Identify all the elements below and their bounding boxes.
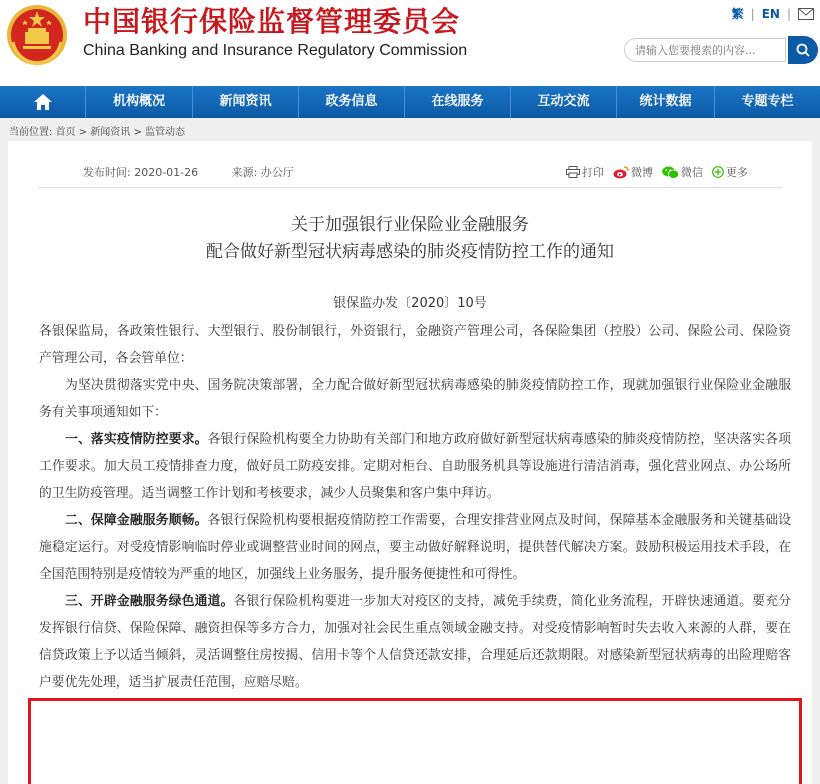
print-button[interactable] bbox=[566, 164, 604, 180]
section-3-heading: 三、开辟金融服务绿色通道。 bbox=[65, 594, 234, 609]
search-button[interactable] bbox=[788, 36, 818, 64]
breadcrumb-news[interactable]: 新闻资讯 bbox=[90, 127, 131, 138]
lang-traditional-link[interactable]: 繁 bbox=[731, 7, 744, 21]
plus-icon bbox=[712, 166, 724, 178]
nav-home[interactable] bbox=[0, 86, 86, 118]
article-title-line1: 关于加强银行业保险业金融服务 bbox=[291, 215, 529, 235]
share-bar bbox=[557, 164, 748, 180]
divider bbox=[38, 187, 782, 188]
more-share-button[interactable] bbox=[712, 164, 748, 180]
section-3-text: 各银行保险机构要进一步加大对疫区的支持，减免手续费，简化业务流程，开辟快速通道。要充分发挥银行信贷、保险保障、融资担保等多方合力，加强对社会民生重点领域金融支持。对受疫情影响暂时失去收入来源的人群，要在信贷政策上予以适当倾斜，灵活调整住房按揭、信用卡等个人信贷还款安排，合理延后还款期限。对感染新型冠状病毒的出险理赔客户要优先处理，适当扩展责任范围，应赔尽赔。 bbox=[39, 594, 792, 690]
mail-icon[interactable] bbox=[798, 8, 814, 20]
document-number: 银保监办发〔2020〕10号 bbox=[333, 296, 487, 311]
search-icon bbox=[796, 43, 810, 57]
section-2-paragraph bbox=[39, 507, 791, 588]
intro-paragraph: 为坚决贯彻落实党中央、国务院决策部署，全力配合做好新型冠状病毒感染的肺炎疫情防控工作，现就加强银行业保险业金融服务有关事项通知如下： bbox=[39, 378, 791, 420]
weibo-share-button[interactable] bbox=[613, 164, 653, 180]
section-1-paragraph bbox=[39, 426, 791, 507]
nav-item-online-service[interactable]: 在线服务 bbox=[405, 86, 511, 118]
print-label: 打印 bbox=[582, 166, 604, 179]
wechat-icon bbox=[662, 166, 679, 179]
wechat-share-button[interactable] bbox=[662, 164, 703, 180]
nav-item-special-topics[interactable]: 专题专栏 bbox=[741, 94, 794, 109]
site-title-cn: 中国银行保险监督管理委员会 bbox=[83, 5, 461, 38]
main-nav bbox=[0, 86, 820, 118]
breadcrumb-regulatory[interactable]: 监管动态 bbox=[145, 127, 186, 138]
section-1-text: 各银行保险机构要全力协助有关部门和地方政府做好新型冠状病毒感染的肺炎疫情防控，坚决落实各项工作要求。加大员工疫情排查力度，做好员工防疫安排。定期对柜台、自助服务机具等设施进行清洁消毒，强化营业网点、办公场所的卫生防疫管理。适当调整工作计划和考核要求，减少人员聚集和客户集中拜访。 bbox=[39, 432, 792, 501]
divider: | bbox=[750, 6, 755, 21]
nav-item-statistics[interactable]: 统计数据 bbox=[617, 86, 715, 118]
divider: | bbox=[786, 6, 791, 21]
search-input[interactable] bbox=[624, 38, 786, 62]
site-title-en: China Banking and Insurance Regulatory Commission bbox=[83, 42, 468, 59]
section-1-heading: 一、落实疫情防控要求。 bbox=[65, 432, 208, 447]
section-3-paragraph bbox=[39, 588, 791, 696]
wechat-label: 微信 bbox=[681, 166, 703, 179]
national-emblem-icon[interactable] bbox=[5, 2, 69, 68]
weibo-label: 微博 bbox=[631, 166, 653, 179]
more-label: 更多 bbox=[726, 166, 748, 179]
weibo-icon bbox=[613, 166, 629, 179]
lang-en-link[interactable]: EN bbox=[761, 6, 780, 21]
highlight-annotation-box bbox=[28, 698, 802, 784]
site-header bbox=[0, 0, 820, 86]
top-links bbox=[732, 5, 814, 22]
home-icon bbox=[34, 94, 52, 110]
article-meta bbox=[83, 164, 294, 180]
breadcrumb-separator: > bbox=[133, 127, 146, 138]
breadcrumb-label: 当前位置: bbox=[9, 127, 53, 138]
recipients-paragraph: 各银保监局，各政策性银行、大型银行、股份制银行，外资银行，金融资产管理公司，各保险集团（控股）公司、保险公司、保险资产管理公司，各会管单位： bbox=[39, 324, 791, 366]
print-icon bbox=[566, 166, 580, 178]
nav-item-gov-info[interactable]: 政务信息 bbox=[299, 86, 405, 118]
breadcrumb-home[interactable]: 首页 bbox=[55, 127, 76, 138]
article-title-line2: 配合做好新型冠状病毒感染的肺炎疫情防控工作的通知 bbox=[206, 242, 614, 262]
breadcrumb bbox=[9, 123, 185, 138]
nav-item-about[interactable]: 机构概况 bbox=[86, 86, 193, 118]
article-source: 来源: 办公厅 bbox=[231, 166, 294, 179]
nav-item-interaction[interactable]: 互动交流 bbox=[511, 86, 617, 118]
article-body bbox=[39, 318, 791, 696]
breadcrumb-separator: > bbox=[78, 127, 91, 138]
section-2-text: 各银行保险机构要根据疫情防控工作需要，合理安排营业网点及时间，保障基本金融服务和关键基础设施稳定运行。对受疫情影响临时停业或调整营业时间的网点，要主动做好解释说明，提供替代解决方案。鼓励积极运用技术手段，在全国范围特别是疫情较为严重的地区，加强线上业务服务，提升服务便捷性和可得性。 bbox=[39, 513, 792, 582]
publish-date: 发布时间: 2020-01-26 bbox=[83, 166, 199, 179]
section-2-heading: 二、保障金融服务顺畅。 bbox=[65, 513, 208, 528]
nav-item-news[interactable]: 新闻资讯 bbox=[193, 86, 299, 118]
